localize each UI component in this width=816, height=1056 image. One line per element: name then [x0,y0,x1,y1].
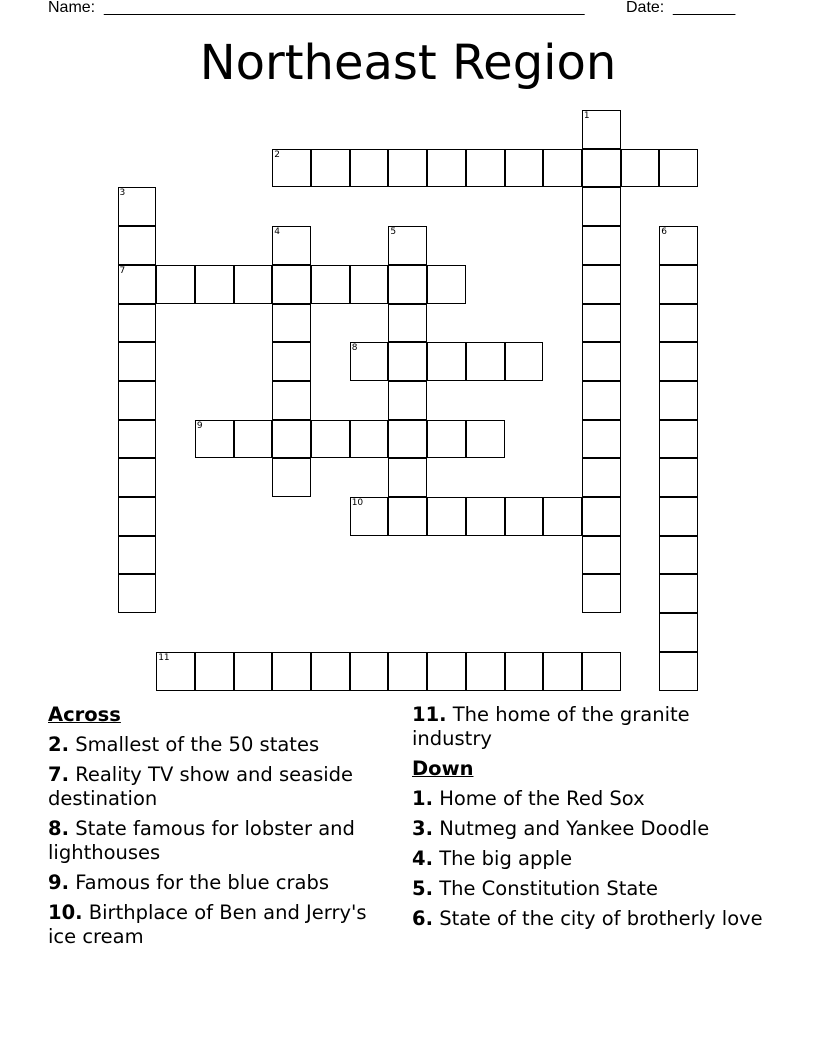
grid-cell[interactable] [350,420,389,459]
grid-cell[interactable] [659,458,698,497]
grid-cell[interactable] [272,304,311,343]
grid-cell[interactable] [118,187,157,226]
cell-number: 10 [351,498,364,508]
grid-cell[interactable] [272,265,311,304]
grid-cell[interactable] [582,574,621,613]
grid-cell[interactable] [311,652,350,691]
grid-cell[interactable] [311,149,350,188]
grid-cell[interactable] [427,342,466,381]
clue-across-11 [412,703,772,751]
grid-cell[interactable] [388,497,427,536]
clue-down-4 [412,847,772,871]
grid-cell[interactable] [350,652,389,691]
clue-across-8 [48,817,378,865]
grid-cell[interactable] [195,420,234,459]
grid-cell[interactable] [388,652,427,691]
grid-cell[interactable] [234,652,273,691]
grid-cell[interactable] [350,149,389,188]
cell-number: 11 [158,652,170,663]
grid-cell[interactable] [543,149,582,188]
clue-across-9 [48,871,378,895]
grid-cell[interactable] [272,226,311,265]
cell-number: 1 [583,111,590,121]
cell-number: 4 [274,227,281,238]
grid-cell[interactable] [118,381,157,420]
grid-cell[interactable] [272,420,311,459]
clue-number: 1. [412,787,433,810]
clue-number: 5. [412,877,433,900]
grid-cell[interactable] [272,149,311,188]
clue-across-7 [48,763,378,811]
grid-cell[interactable] [388,226,427,265]
grid-cell[interactable] [118,265,157,304]
clue-text: Reality TV show and seaside destination [48,763,354,810]
grid-cell[interactable] [659,613,698,652]
cell-number: 2 [274,149,281,160]
grid-cell[interactable] [350,265,389,304]
grid-cell[interactable] [388,420,427,459]
grid-cell[interactable] [427,497,466,536]
grid-cell[interactable] [659,536,698,575]
grid-cell[interactable] [621,149,660,188]
grid-cell[interactable] [582,110,621,149]
grid-cell[interactable] [427,149,466,188]
cell-number: 5 [390,227,397,238]
clue-text: State famous for lobster and lighthouses [48,817,355,864]
clue-down-1 [412,787,772,811]
grid-cell[interactable] [427,265,466,304]
grid-cell[interactable] [118,304,157,343]
grid-cell[interactable] [388,458,427,497]
grid-cell[interactable] [582,536,621,575]
grid-cell[interactable] [659,652,698,691]
grid-cell[interactable] [118,342,157,381]
clue-down-6 [412,907,772,931]
clue-across-2 [48,733,378,757]
grid-cell[interactable] [350,497,389,536]
grid-cell[interactable] [659,420,698,459]
grid-cell[interactable] [234,420,273,459]
clue-text: The Constitution State [439,877,658,900]
grid-cell[interactable] [118,420,157,459]
clue-number: 6. [412,907,433,930]
grid-cell[interactable] [505,497,544,536]
grid-cell[interactable] [118,226,157,265]
clue-number: 8. [48,817,69,840]
grid-cell[interactable] [659,381,698,420]
grid-cell[interactable] [505,652,544,691]
grid-cell[interactable] [466,149,505,188]
clue-number: 3. [412,817,433,840]
across-heading: Across [48,703,121,726]
grid-cell[interactable] [659,226,698,265]
clue-text: Birthplace of Ben and Jerry's ice cream [48,901,367,948]
grid-cell[interactable] [118,458,157,497]
page-title: Northeast Region [199,35,617,91]
cell-number: 9 [196,420,203,431]
grid-cell[interactable] [195,265,234,304]
clue-text: Famous for the blue crabs [75,871,329,894]
clue-across-10 [48,901,378,949]
cell-number: 7 [119,265,126,276]
cell-number: 3 [119,188,126,199]
clue-text: Nutmeg and Yankee Doodle [439,817,710,840]
clue-number: 11. [412,703,447,726]
clue-text: State of the city of brotherly love [439,907,763,930]
grid-cell[interactable] [582,226,621,265]
grid-cell[interactable] [582,497,621,536]
grid-cell[interactable] [582,342,621,381]
down-heading: Down [412,757,474,780]
grid-cell[interactable] [505,149,544,188]
grid-cell[interactable] [272,342,311,381]
grid-cell[interactable] [659,574,698,613]
grid-cell[interactable] [388,265,427,304]
grid-cell[interactable] [582,652,621,691]
grid-cell[interactable] [659,342,698,381]
clues-right-column [412,703,772,937]
clue-number: 7. [48,763,69,786]
grid-cell[interactable] [388,381,427,420]
clue-text: The big apple [439,847,573,870]
grid-cell[interactable] [118,497,157,536]
clue-number: 9. [48,871,69,894]
grid-cell[interactable] [582,381,621,420]
cell-number: 6 [661,227,668,238]
grid-cell[interactable] [582,420,621,459]
grid-cell[interactable] [582,304,621,343]
grid-cell[interactable] [388,304,427,343]
clue-number: 2. [48,733,69,756]
date-label: Date: [626,0,665,16]
grid-cell[interactable] [659,304,698,343]
grid-cell[interactable] [388,342,427,381]
grid-cell[interactable] [466,420,505,459]
grid-cell[interactable] [466,342,505,381]
grid-cell[interactable] [505,342,544,381]
grid-cell[interactable] [582,149,621,188]
grid-cell[interactable] [466,497,505,536]
grid-cell[interactable] [311,265,350,304]
grid-cell[interactable] [543,652,582,691]
grid-cell[interactable] [156,652,195,691]
name-field[interactable]: ______________________________________________________ [104,0,585,16]
grid-cell[interactable] [272,381,311,420]
clue-text: The home of the granite industry [412,703,690,750]
clue-text: Smallest of the 50 states [75,733,320,756]
grid-cell[interactable] [156,265,195,304]
grid-cell[interactable] [582,265,621,304]
name-label: Name: [48,0,96,16]
grid-cell[interactable] [659,149,698,188]
grid-cell[interactable] [427,652,466,691]
clues-left-column [48,703,378,955]
grid-cell[interactable] [118,574,157,613]
clue-number: 4. [412,847,433,870]
grid-cell[interactable] [311,420,350,459]
grid-cell[interactable] [659,497,698,536]
grid-cell[interactable] [543,497,582,536]
clue-down-3 [412,817,772,841]
grid-cell[interactable] [272,458,311,497]
grid-cell[interactable] [388,149,427,188]
grid-cell[interactable] [582,187,621,226]
cell-number: 8 [351,343,358,354]
grid-cell[interactable] [195,652,234,691]
grid-cell[interactable] [272,652,311,691]
grid-cell[interactable] [466,652,505,691]
date-field[interactable]: _______ [673,0,736,16]
clue-down-5 [412,877,772,901]
clue-text: Home of the Red Sox [439,787,645,810]
grid-cell[interactable] [234,265,273,304]
grid-cell[interactable] [659,265,698,304]
grid-cell[interactable] [582,458,621,497]
clue-number: 10. [48,901,83,924]
grid-cell[interactable] [350,342,389,381]
grid-cell[interactable] [427,420,466,459]
grid-cell[interactable] [118,536,157,575]
